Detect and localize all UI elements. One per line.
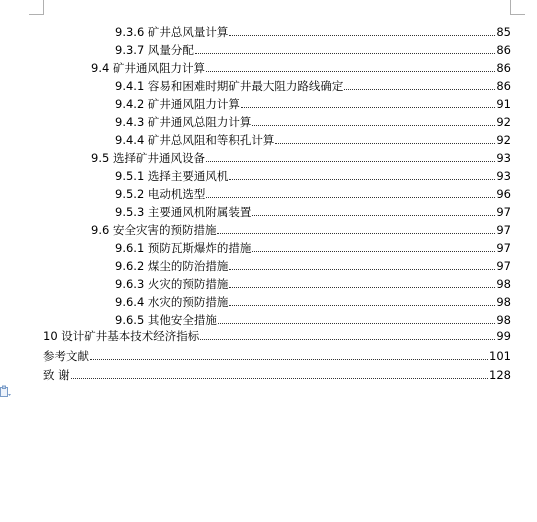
toc-leader-dots	[195, 52, 495, 54]
toc-entry-label: 参考文献	[43, 349, 89, 363]
toc-entry-label: 9.3.7 风量分配	[115, 43, 194, 57]
toc-leader-dots	[275, 142, 495, 144]
toc-leader-dots	[200, 338, 495, 340]
toc-entry-page: 97	[496, 205, 511, 219]
toc-entry[interactable]	[91, 147, 511, 165]
toc-entry[interactable]	[115, 21, 511, 39]
toc-entry[interactable]	[43, 325, 511, 343]
toc-entry-page: 97	[496, 259, 511, 273]
toc-entry[interactable]	[115, 165, 511, 183]
toc-entry-label: 9.5.2 电动机选型	[115, 187, 206, 201]
toc-entry-page: 85	[496, 25, 511, 39]
toc-entry-label: 10 设计矿井基本技术经济指标	[43, 329, 200, 343]
toc-entry[interactable]	[115, 273, 511, 291]
toc-leader-dots	[90, 358, 488, 360]
toc-entry-label: 9.3.6 矿井总风量计算	[115, 25, 229, 39]
toc-entry-label: 9.4.1 容易和困难时期矿井最大阻力路线确定	[115, 79, 344, 93]
paste-options-icon	[0, 385, 12, 401]
toc-entry-page: 98	[496, 295, 511, 309]
toc-entry-page: 98	[496, 313, 511, 327]
toc-entry-label: 9.4 矿井通风阻力计算	[91, 61, 205, 75]
toc-leader-dots	[241, 106, 495, 108]
toc-leader-dots	[344, 88, 495, 90]
toc-entry-page: 97	[496, 241, 511, 255]
toc-entry-page: 96	[496, 187, 511, 201]
toc-entry[interactable]	[115, 129, 511, 147]
toc-entry[interactable]	[115, 183, 511, 201]
toc-entry-page: 97	[496, 223, 511, 237]
toc-entry[interactable]	[43, 364, 511, 382]
toc-leader-dots	[229, 178, 495, 180]
toc-entry[interactable]	[115, 93, 511, 111]
toc-entry[interactable]	[43, 345, 511, 363]
toc-entry-page: 92	[496, 115, 511, 129]
toc-leader-dots	[206, 196, 495, 198]
toc-leader-dots	[229, 268, 495, 270]
toc-entry[interactable]	[91, 219, 511, 237]
toc-entry-label: 9.4.3 矿井通风总阻力计算	[115, 115, 252, 129]
toc-entry-label: 9.6.4 水灾的预防措施	[115, 295, 229, 309]
toc-entry[interactable]	[91, 57, 511, 75]
paste-options-icon[interactable]	[0, 385, 12, 401]
toc-entry-label: 9.5.3 主要通风机附属装置	[115, 205, 252, 219]
toc-entry-page: 101	[489, 349, 511, 363]
toc-leader-dots	[252, 250, 495, 252]
toc-entry-page: 93	[496, 151, 511, 165]
toc-entry-label: 致 谢	[43, 368, 70, 382]
toc-entry[interactable]	[115, 39, 511, 57]
toc-leader-dots	[218, 322, 495, 324]
toc-entry-page: 91	[496, 97, 511, 111]
toc-entry[interactable]	[115, 291, 511, 309]
toc-entry-label: 9.5.1 选择主要通风机	[115, 169, 229, 183]
toc-entry-page: 86	[496, 61, 511, 75]
toc-leader-dots	[229, 304, 495, 306]
toc-entry-page: 93	[496, 169, 511, 183]
toc-entry-label: 9.6.3 火灾的预防措施	[115, 277, 229, 291]
toc-entry-label: 9.6.1 预防瓦斯爆炸的措施	[115, 241, 252, 255]
toc-entry-label: 9.5 选择矿井通风设备	[91, 151, 205, 165]
toc-entry-label: 9.6.2 煤尘的防治措施	[115, 259, 229, 273]
page-corner-mark-left	[29, 0, 44, 15]
toc-entry[interactable]	[115, 255, 511, 273]
toc-entry-label: 9.4.2 矿井通风阻力计算	[115, 97, 240, 111]
toc-entry[interactable]	[115, 111, 511, 129]
toc-entry-page: 98	[496, 277, 511, 291]
toc-leader-dots	[71, 377, 488, 379]
toc-entry-label: 9.6.5 其他安全措施	[115, 313, 217, 327]
toc-entry-page: 99	[496, 329, 511, 343]
toc-entry[interactable]	[115, 237, 511, 255]
toc-entry[interactable]	[115, 75, 511, 93]
toc-entry-label: 9.6 安全灾害的预防措施	[91, 223, 217, 237]
toc-entry-page: 86	[496, 79, 511, 93]
toc-leader-dots	[206, 160, 495, 162]
toc-leader-dots	[217, 232, 495, 234]
toc-leader-dots	[206, 70, 495, 72]
toc-entry-page: 86	[496, 43, 511, 57]
toc-leader-dots	[252, 214, 495, 216]
toc-entry-page: 92	[496, 133, 511, 147]
page-corner-mark-right	[510, 0, 525, 15]
toc-leader-dots	[229, 286, 495, 288]
toc-entry-label: 9.4.4 矿井总风阻和等积孔计算	[115, 133, 275, 147]
toc-leader-dots	[229, 34, 495, 36]
toc-entry-page: 128	[489, 368, 511, 382]
toc-entry[interactable]	[115, 201, 511, 219]
toc-leader-dots	[252, 124, 495, 126]
